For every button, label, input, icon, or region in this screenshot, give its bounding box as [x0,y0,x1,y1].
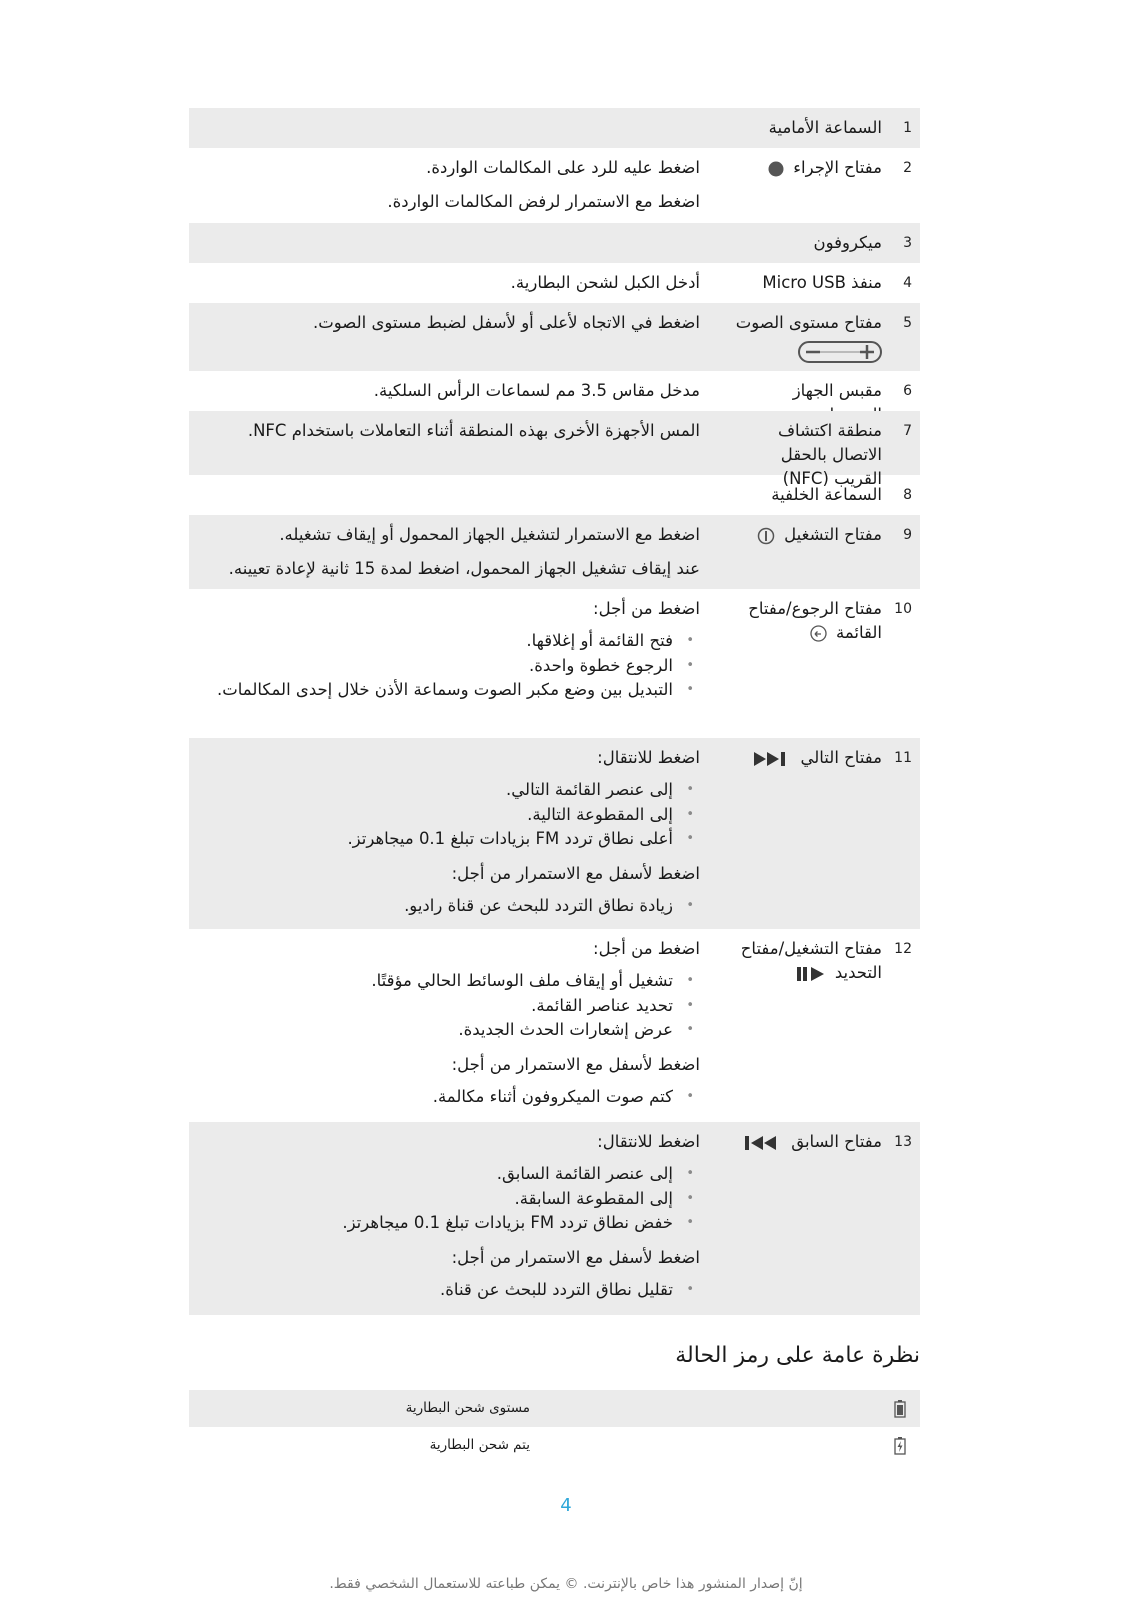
table-row [189,108,920,148]
description-lead: اضغط لأسفل مع الاستمرار من أجل: [451,863,700,883]
row-number: 8 [903,487,912,503]
bullet-list [199,969,700,1043]
table-row [189,515,920,589]
bullet-list [199,1162,700,1236]
section-title: نظرة عامة على رمز الحالة [675,1343,920,1368]
table-row [189,303,920,371]
description-lead: اضغط من أجل: [593,939,700,958]
description-text: اضغط في الاتجاه لأعلى أو لأسفل لضبط مستوى الصوت. [312,313,700,332]
description-text: اضغط عليه للرد على المكالمات الواردة. [426,158,700,177]
part-name: مفتاح التالي [800,748,882,767]
row-number: 5 [903,315,912,331]
part-description [199,937,700,1109]
back-menu-icon [810,625,827,642]
status-label: مستوى شحن البطارية [405,1400,530,1416]
table-row [189,929,920,1122]
row-number: 11 [894,750,912,766]
table-row [189,223,920,263]
list-item: • كتم صوت الميكروفون أثناء مكالمة. [199,1085,700,1110]
list-item: • إلى عنصر القائمة السابق. [199,1162,700,1187]
table-row [189,263,920,303]
status-row [189,1427,920,1464]
description-lead: اضغط لأسفل مع الاستمرار من أجل: [451,1247,700,1267]
table-row [189,475,920,515]
list-item: • خفض نطاق تردد FM بزيادات تبلغ 0.1 ميجاهرتز. [199,1211,700,1236]
description-text: المس الأجهزة الأخرى بهذه المنطقة أثناء التعاملات باستخدام NFC. [247,421,700,440]
part-name-wrap [732,156,882,180]
list-item: • زيادة نطاق التردد للبحث عن قناة راديو. [199,894,700,919]
description-text: مدخل مقاس 3.5 مم لسماعات الرأس السلكية. [373,381,700,400]
list-item: • عرض إشعارات الحدث الجديدة. [199,1018,700,1043]
play-pause-icon [796,966,826,982]
parts-table [189,108,920,1315]
part-name: مفتاح التشغيل [784,525,882,544]
part-name: منفذ Micro USB [762,273,882,292]
part-name: مفتاح التشغيل/مفتاح التحديد [740,939,882,982]
table-row [189,148,920,223]
part-name-wrap [732,937,882,985]
status-row [189,1390,920,1427]
prev-icon [744,1135,782,1151]
table-row [189,1122,920,1315]
part-description [199,419,700,443]
description-text: اضغط مع الاستمرار لرفض المكالمات الواردة. [387,192,700,211]
part-name-wrap [732,1130,882,1154]
table-row [189,411,920,488]
list-item: • تشغيل أو إيقاف ملف الوسائط الحالي مؤقتًا. [199,969,700,994]
description-text: أدخل الكبل لشحن البطارية. [510,273,700,292]
list-item: • تحديد عناصر القائمة. [199,994,700,1019]
list-item: • الرجوع خطوة واحدة. [199,654,700,679]
part-name: مفتاح الإجراء [793,158,882,177]
row-number: 13 [894,1134,912,1150]
part-name-wrap [732,523,882,547]
status-label: يتم شحن البطارية [429,1437,530,1453]
list-item: • إلى المقطوعة السابقة. [199,1187,700,1212]
part-description [199,156,700,214]
row-number: 7 [903,423,912,439]
description-text: اضغط مع الاستمرار لتشغيل الجهاز المحمول أو إيقاف تشغيله. [279,525,700,544]
part-name: مفتاح مستوى الصوت [735,313,882,332]
row-number: 2 [903,160,912,176]
row-number: 3 [903,235,912,251]
row-number: 12 [894,941,912,957]
battery-charging-icon [894,1437,906,1455]
part-description [199,746,700,918]
volume-rocker-icon [798,341,882,363]
part-description [199,597,700,703]
list-item: • تقليل نطاق التردد للبحث عن قناة. [199,1278,700,1303]
table-row [189,738,920,929]
part-description [199,271,700,295]
part-name: مفتاح السابق [791,1132,882,1151]
page-number: 4 [560,1495,572,1516]
part-description [199,1130,700,1302]
bullet-list [199,778,700,852]
row-number: 6 [903,383,912,399]
row-number: 10 [894,601,912,617]
bullet-list [199,1085,700,1110]
dot-icon [768,161,784,177]
bullet-list [199,629,700,703]
part-description [199,311,700,335]
bullet-list [199,1278,700,1303]
list-item: • أعلى نطاق تردد FM بزيادات تبلغ 0.1 ميجاهرتز. [199,827,700,852]
part-name-wrap [732,597,882,645]
footer-note: إنّ إصدار المنشور هذا خاص بالإنترنت. © يمكن طباعته للاستعمال الشخصي فقط. [329,1576,803,1592]
list-item: • إلى عنصر القائمة التالي. [199,778,700,803]
battery-level-icon [894,1400,906,1418]
list-item: • فتح القائمة أو إغلاقها. [199,629,700,654]
table-row [189,589,920,738]
row-number: 4 [903,275,912,291]
power-icon [757,527,775,545]
part-description [199,379,700,403]
description-lead: اضغط للانتقال: [597,748,700,767]
row-number: 1 [903,120,912,136]
part-name-wrap [732,311,882,363]
part-name: السماعة الخلفية [771,485,882,504]
part-description [199,523,700,581]
part-name-wrap [732,746,882,770]
part-name: مقبس الجهاز [792,381,882,400]
part-name: السماعة الأمامية [768,118,882,137]
list-item: • التبديل بين وضع مكبر الصوت وسماعة الأذن خلال إحدى المكالمات. [199,678,700,703]
description-text: عند إيقاف تشغيل الجهاز المحمول، اضغط لمدة 15 ثانية لإعادة تعيينه. [228,559,700,578]
description-lead: اضغط للانتقال: [597,1132,700,1151]
part-name: مفتاح الرجوع/مفتاح القائمة [748,599,882,642]
list-item: • إلى المقطوعة التالية. [199,803,700,828]
description-lead: اضغط من أجل: [593,599,700,618]
row-number: 9 [903,527,912,543]
part-name: منطقة اكتشاف الاتصال بالحقل القريب (NFC) [777,421,882,488]
description-lead: اضغط لأسفل مع الاستمرار من أجل: [451,1054,700,1074]
bullet-list [199,894,700,919]
status-icon-table [189,1390,920,1464]
next-icon [753,751,791,767]
table-row [189,371,920,411]
part-name: ميكروفون [813,233,882,252]
